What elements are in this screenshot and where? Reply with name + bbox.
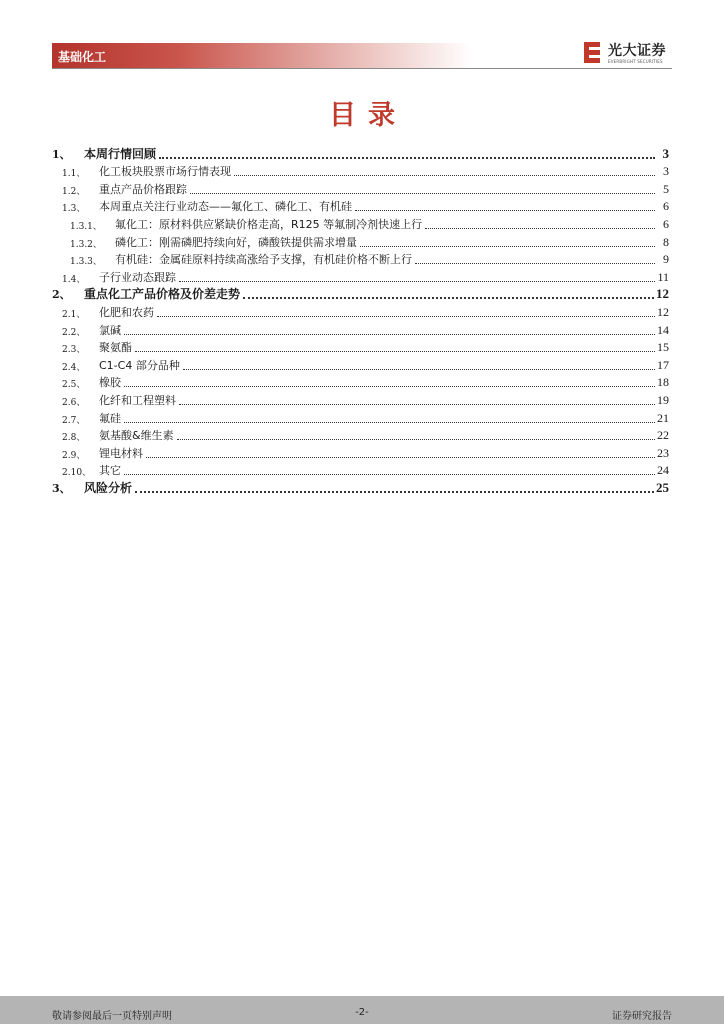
toc-entry[interactable] xyxy=(52,302,669,320)
toc-dot-leader xyxy=(135,350,655,352)
toc-entry-label: 化工板块股票市场行情表现 xyxy=(99,165,231,179)
toc-entry-label: 氟化工：原材料供应紧缺价格走高，R125 等氟制冷剂快速上行 xyxy=(115,217,423,231)
toc-entry-page: 14 xyxy=(657,322,669,337)
toc-entry-number: 2、 xyxy=(52,288,71,302)
toc-entry-label: 氯碱 xyxy=(99,323,121,337)
toc-entry[interactable] xyxy=(52,179,669,197)
toc-entry[interactable] xyxy=(52,461,669,479)
toc-entry-page: 9 xyxy=(663,252,669,267)
toc-entry-page: 21 xyxy=(657,410,669,425)
toc-dot-leader xyxy=(360,245,655,247)
toc-entry-label: 本周行情回顾 xyxy=(84,146,157,161)
toc-entry[interactable] xyxy=(52,285,669,303)
toc-entry-number: 1.3、 xyxy=(62,204,86,215)
toc-dot-leader xyxy=(179,280,655,282)
toc-entry[interactable] xyxy=(52,250,669,268)
toc-dot-leader xyxy=(124,421,655,423)
toc-entry[interactable] xyxy=(52,232,669,250)
logo-name: 光大证券 xyxy=(608,43,666,59)
page-number: -2- xyxy=(355,1007,369,1018)
toc-dot-leader xyxy=(234,174,655,176)
toc-entry-label: 风险分析 xyxy=(84,480,133,495)
toc-dot-leader xyxy=(183,368,655,370)
header-divider xyxy=(52,68,672,69)
toc-dot-leader xyxy=(124,333,655,335)
toc-entry[interactable] xyxy=(52,214,669,232)
toc-entry-page: 17 xyxy=(657,357,669,372)
toc-entry-number: 1、 xyxy=(52,147,71,161)
toc-entry-label: 有机硅：金属硅原料持续高涨给予支撑，有机硅价格不断上行 xyxy=(115,253,412,267)
toc-entry[interactable] xyxy=(52,408,669,426)
toc-entry-label: 化肥和农药 xyxy=(99,305,154,319)
toc-entry-number: 2.5、 xyxy=(62,380,86,391)
toc-dot-leader xyxy=(190,192,655,194)
toc-entry-page: 18 xyxy=(657,375,669,390)
footer-disclaimer: 敬请参阅最后一页特别声明 xyxy=(52,1011,172,1022)
toc-entry-page: 25 xyxy=(656,479,669,495)
toc-entry-number: 2.8、 xyxy=(62,433,86,444)
toc-entry[interactable] xyxy=(52,426,669,444)
toc-entry[interactable] xyxy=(52,443,669,461)
toc-entry-number: 1.3.2、 xyxy=(70,239,102,250)
toc-entry-number: 3、 xyxy=(52,481,71,495)
toc-entry-number: 2.6、 xyxy=(62,397,86,408)
toc-entry-number: 1.4、 xyxy=(62,274,86,285)
toc-entry-label: 本周重点关注行业动态——氟化工、磷化工、有机硅 xyxy=(99,200,352,214)
toc-entry-number: 2.3、 xyxy=(62,345,86,356)
toc-entry-label: 锂电材料 xyxy=(99,446,143,460)
toc-dot-leader xyxy=(135,490,654,493)
toc-entry-page: 23 xyxy=(657,445,669,460)
everbright-logo-icon xyxy=(584,42,600,64)
toc-entry[interactable] xyxy=(52,355,669,373)
header-section-label: 基础化工 xyxy=(58,50,107,64)
toc-entry-number: 1.3.3、 xyxy=(70,257,102,268)
toc-entry-page: 22 xyxy=(657,428,669,443)
toc-entry-number: 2.2、 xyxy=(62,327,86,338)
toc-entry[interactable] xyxy=(52,197,669,215)
toc-entry-number: 2.10、 xyxy=(62,468,92,479)
logo-subtitle: EVERBRIGHT SECURITIES xyxy=(608,59,663,64)
toc-entry-label: 重点产品价格跟踪 xyxy=(99,182,187,196)
toc-entry-page: 12 xyxy=(657,304,669,319)
toc-entry-label: 磷化工：刚需磷肥持续向好，磷酸铁提供需求增量 xyxy=(115,235,357,249)
toc-entry[interactable] xyxy=(52,373,669,391)
toc-entry-label: 聚氨酯 xyxy=(99,341,132,355)
toc-entry-number: 2.1、 xyxy=(62,309,86,320)
table-of-contents xyxy=(52,144,669,496)
toc-entry-label: 氨基酸&维生素 xyxy=(99,429,174,443)
toc-dot-leader xyxy=(124,385,655,387)
toc-dot-leader xyxy=(355,209,655,211)
toc-entry-page: 8 xyxy=(663,234,669,249)
toc-entry-label: 化纤和工程塑料 xyxy=(99,393,176,407)
toc-entry-number: 2.7、 xyxy=(62,415,86,426)
toc-entry-page: 11 xyxy=(657,269,669,284)
toc-entry-label: 其它 xyxy=(99,464,121,478)
toc-entry[interactable] xyxy=(52,338,669,356)
toc-entry-page: 5 xyxy=(663,181,669,196)
toc-entry-page: 19 xyxy=(657,392,669,407)
toc-entry[interactable] xyxy=(52,390,669,408)
toc-dot-leader xyxy=(159,156,655,159)
toc-entry-page: 24 xyxy=(657,463,669,478)
toc-entry-label: 重点化工产品价格及价差走势 xyxy=(84,287,241,302)
toc-entry-label: 子行业动态跟踪 xyxy=(99,270,176,284)
toc-entry-number: 1.2、 xyxy=(62,186,86,197)
toc-entry-number: 2.9、 xyxy=(62,450,86,461)
toc-entry-page: 3 xyxy=(662,145,669,161)
toc-entry[interactable] xyxy=(52,478,669,496)
toc-entry-page: 12 xyxy=(656,286,669,302)
footer-report-type: 证券研究报告 xyxy=(612,1011,672,1022)
toc-entry-page: 3 xyxy=(663,164,669,179)
company-logo xyxy=(584,40,680,66)
toc-entry-label: C1-C4 部分品种 xyxy=(99,358,180,372)
toc-dot-leader xyxy=(243,296,654,299)
page-title: 目录 xyxy=(329,100,407,131)
toc-dot-leader xyxy=(124,473,655,475)
toc-dot-leader xyxy=(415,262,655,264)
toc-entry-label: 氟硅 xyxy=(99,411,121,425)
toc-entry-page: 15 xyxy=(657,340,669,355)
toc-entry-number: 2.4、 xyxy=(62,362,86,373)
toc-entry-number: 1.3.1、 xyxy=(70,221,102,232)
toc-dot-leader xyxy=(425,227,655,229)
toc-dot-leader xyxy=(146,456,655,458)
header-band xyxy=(52,43,472,68)
toc-dot-leader xyxy=(179,403,655,405)
toc-dot-leader xyxy=(177,438,655,440)
toc-entry[interactable] xyxy=(52,267,669,285)
toc-dot-leader xyxy=(157,315,655,317)
toc-entry-label: 橡胶 xyxy=(99,376,121,390)
toc-entry[interactable] xyxy=(52,320,669,338)
toc-entry-page: 6 xyxy=(663,199,669,214)
toc-entry[interactable] xyxy=(52,144,669,162)
toc-entry-number: 1.1、 xyxy=(62,169,86,180)
toc-entry-page: 6 xyxy=(663,216,669,231)
toc-entry[interactable] xyxy=(52,162,669,180)
